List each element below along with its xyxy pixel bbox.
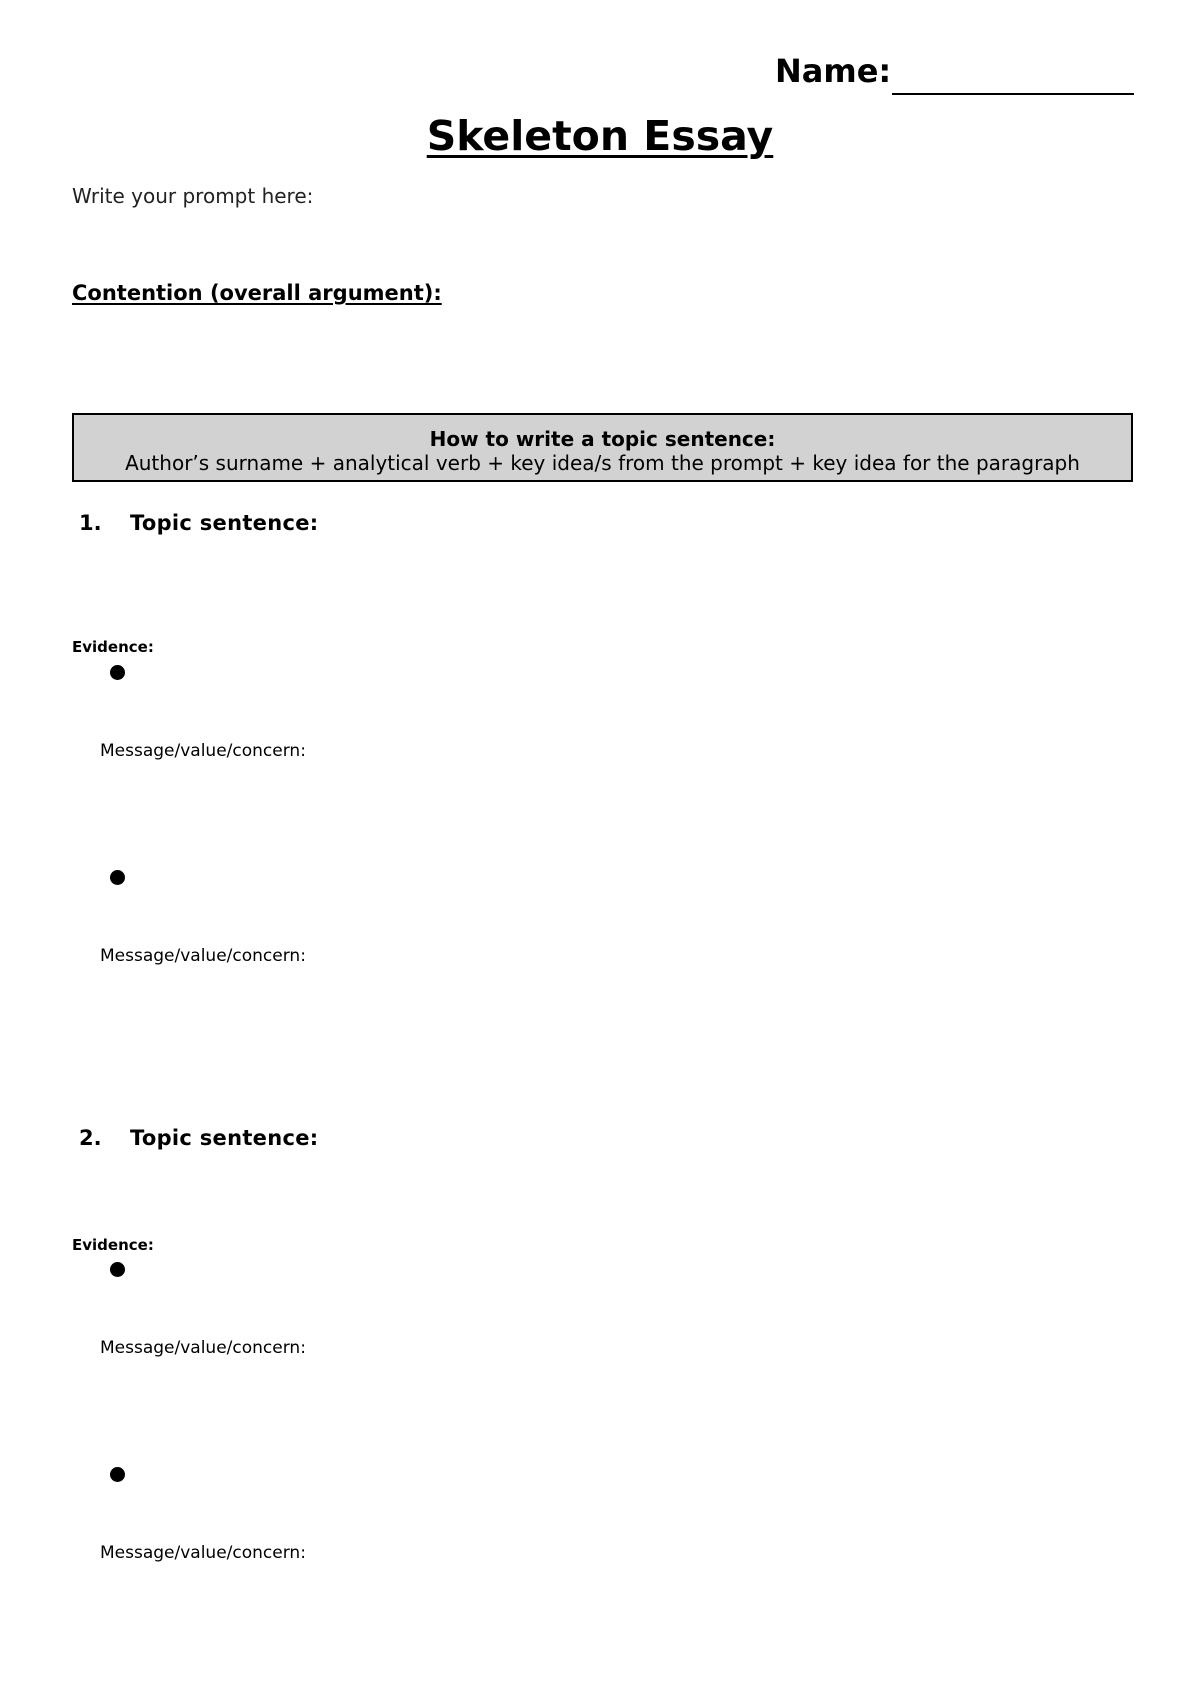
bullet-icon (110, 870, 125, 885)
paragraph-number: 1. (79, 511, 102, 535)
topic-sentence-label: Topic sentence: (130, 511, 319, 535)
message-value-concern-label: Message/value/concern: (100, 946, 306, 966)
message-value-concern-label: Message/value/concern: (100, 741, 306, 761)
message-value-concern-label: Message/value/concern: (100, 1543, 306, 1563)
message-value-concern-label: Message/value/concern: (100, 1338, 306, 1358)
evidence-label: Evidence: (72, 638, 154, 656)
topic-sentence-tip-box (72, 413, 1133, 482)
contention-label: Contention (overall argument): (72, 281, 442, 305)
page-title: Skeleton Essay (426, 112, 774, 160)
paragraph-number: 2. (79, 1126, 102, 1150)
evidence-label: Evidence: (72, 1236, 154, 1254)
prompt-label: Write your prompt here: (72, 184, 314, 208)
bullet-icon (110, 665, 125, 680)
bullet-icon (110, 1467, 125, 1482)
bullet-icon (110, 1262, 125, 1277)
topic-sentence-label: Topic sentence: (130, 1126, 319, 1150)
tip-title: How to write a topic sentence: (429, 427, 776, 451)
tip-body: Author’s surname + analytical verb + key idea/s from the prompt + key idea for the paragraph (125, 451, 1080, 475)
name-blank-line[interactable] (892, 93, 1134, 95)
name-label: Name: (775, 52, 892, 90)
